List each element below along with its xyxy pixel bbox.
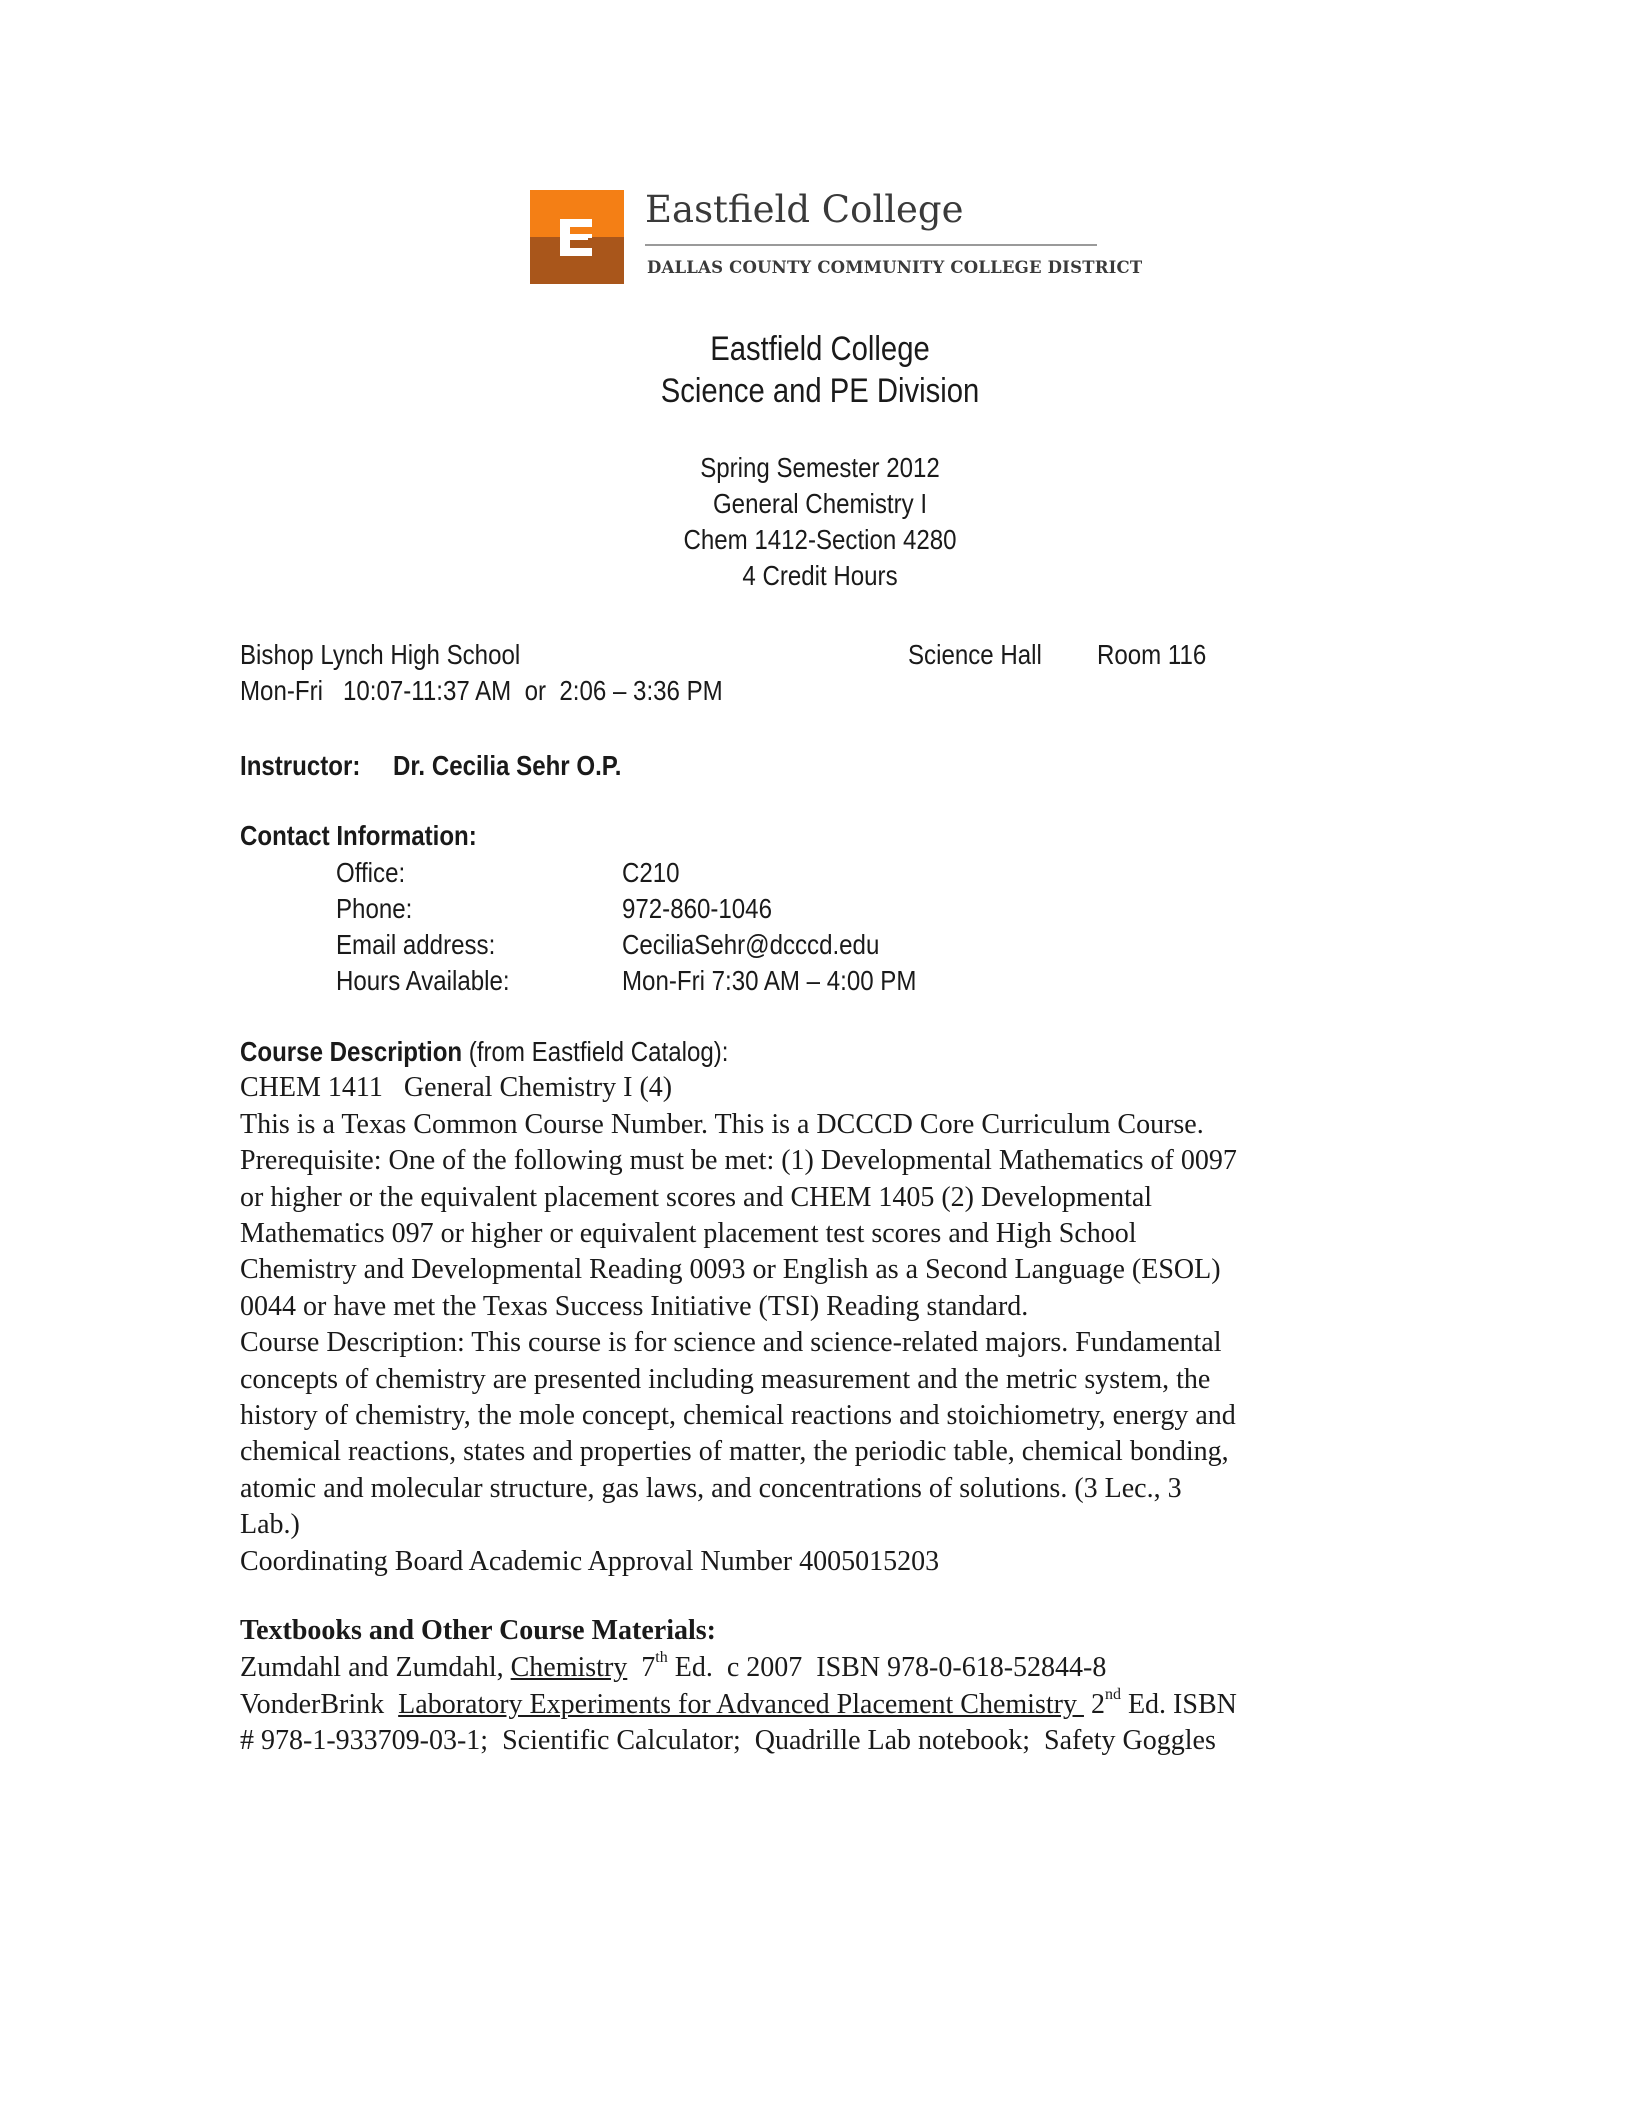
room: Room 116 bbox=[1097, 639, 1207, 670]
contact-value-phone: 972-860-1046 bbox=[622, 893, 772, 924]
description-line: history of chemistry, the mole concept, chemical reactions and stoichiometry, energy and bbox=[240, 1400, 1236, 1431]
materials-supplies: # 978-1-933709-03-1; Scientific Calculator; Quadrille Lab notebook; Safety Goggles bbox=[240, 1725, 1216, 1756]
book-2-edition-suffix: nd bbox=[1104, 1685, 1121, 1703]
contact-label-email: Email address: bbox=[336, 929, 496, 960]
book-2-details: Ed. ISBN bbox=[1120, 1689, 1237, 1720]
description-line: Mathematics 097 or higher or equivalent placement test scores and High School bbox=[240, 1218, 1137, 1249]
description-line: Coordinating Board Academic Approval Number 4005015203 bbox=[240, 1546, 940, 1577]
materials-heading: Textbooks and Other Course Materials: bbox=[240, 1615, 716, 1646]
book-1-edition-suffix: th bbox=[655, 1648, 668, 1666]
instructor-label: Instructor: bbox=[240, 750, 361, 781]
description-line: Lab.) bbox=[240, 1509, 300, 1540]
course-description-label: Course Description bbox=[240, 1036, 463, 1067]
book-2-author: VonderBrink bbox=[240, 1689, 399, 1720]
book-1-edition-number: 7 bbox=[641, 1652, 656, 1683]
book-1-authors: Zumdahl and Zumdahl, bbox=[240, 1652, 511, 1683]
credit-hours: 4 Credit Hours bbox=[742, 560, 898, 591]
contact-value-email: CeciliaSehr@dcccd.edu bbox=[622, 929, 880, 960]
eastfield-logo-icon bbox=[530, 190, 624, 284]
book-2-edition-number: 2 bbox=[1090, 1689, 1105, 1720]
semester: Spring Semester 2012 bbox=[700, 452, 940, 483]
description-line: Chemistry and Developmental Reading 0093 or English as a Second Language (ESOL) bbox=[240, 1254, 1221, 1285]
logo-college-name: Eastfield College bbox=[645, 188, 964, 231]
page-title-division: Science and PE Division bbox=[660, 372, 980, 410]
page-title-college: Eastfield College bbox=[710, 330, 930, 368]
description-line: Course Description: This course is for science and science-related majors. Fundamental bbox=[240, 1327, 1222, 1358]
class-schedule: Mon-Fri 10:07-11:37 AM or 2:06 – 3:36 PM bbox=[240, 675, 723, 706]
book-1-title: Chemistry bbox=[510, 1652, 628, 1683]
building: Science Hall bbox=[908, 639, 1042, 670]
logo-divider bbox=[645, 244, 1097, 246]
description-line: concepts of chemistry are presented including measurement and the metric system, the bbox=[240, 1364, 1211, 1395]
logo-district-name: DALLAS COUNTY COMMUNITY COLLEGE DISTRICT bbox=[647, 258, 1143, 277]
description-line: atomic and molecular structure, gas laws, and concentrations of solutions. (3 Lec., 3 bbox=[240, 1473, 1182, 1504]
school-name: Bishop Lynch High School bbox=[240, 639, 521, 670]
contact-label-hours: Hours Available: bbox=[336, 965, 510, 996]
course-description-source: (from Eastfield Catalog): bbox=[462, 1036, 729, 1067]
description-line: or higher or the equivalent placement scores and CHEM 1405 (2) Developmental bbox=[240, 1182, 1153, 1213]
book-2-title: Laboratory Experiments for Advanced Placement Chemistry bbox=[398, 1689, 1084, 1720]
description-line: chemical reactions, states and properties of matter, the periodic table, chemical bonding, bbox=[240, 1436, 1229, 1467]
contact-value-office: C210 bbox=[622, 857, 680, 888]
course-name: General Chemistry I bbox=[712, 488, 928, 519]
description-line: 0044 or have met the Texas Success Initiative (TSI) Reading standard. bbox=[240, 1291, 1029, 1322]
materials-book-1 bbox=[240, 1650, 1106, 1686]
description-line: CHEM 1411 General Chemistry I (4) bbox=[240, 1072, 673, 1103]
materials-book-2 bbox=[240, 1687, 1237, 1723]
instructor-name: Dr. Cecilia Sehr O.P. bbox=[393, 750, 622, 781]
contact-label-phone: Phone: bbox=[336, 893, 413, 924]
course-section: Chem 1412-Section 4280 bbox=[683, 524, 957, 555]
contact-heading: Contact Information: bbox=[240, 820, 477, 851]
course-description-heading bbox=[240, 1034, 728, 1070]
description-line: Prerequisite: One of the following must be met: (1) Developmental Mathematics of 0097 bbox=[240, 1145, 1237, 1176]
book-1-details: Ed. c 2007 ISBN 978-0-618-52844-8 bbox=[667, 1652, 1107, 1683]
contact-value-hours: Mon-Fri 7:30 AM – 4:00 PM bbox=[622, 965, 917, 996]
contact-label-office: Office: bbox=[336, 857, 406, 888]
description-line: This is a Texas Common Course Number. This is a DCCCD Core Curriculum Course. bbox=[240, 1109, 1204, 1140]
